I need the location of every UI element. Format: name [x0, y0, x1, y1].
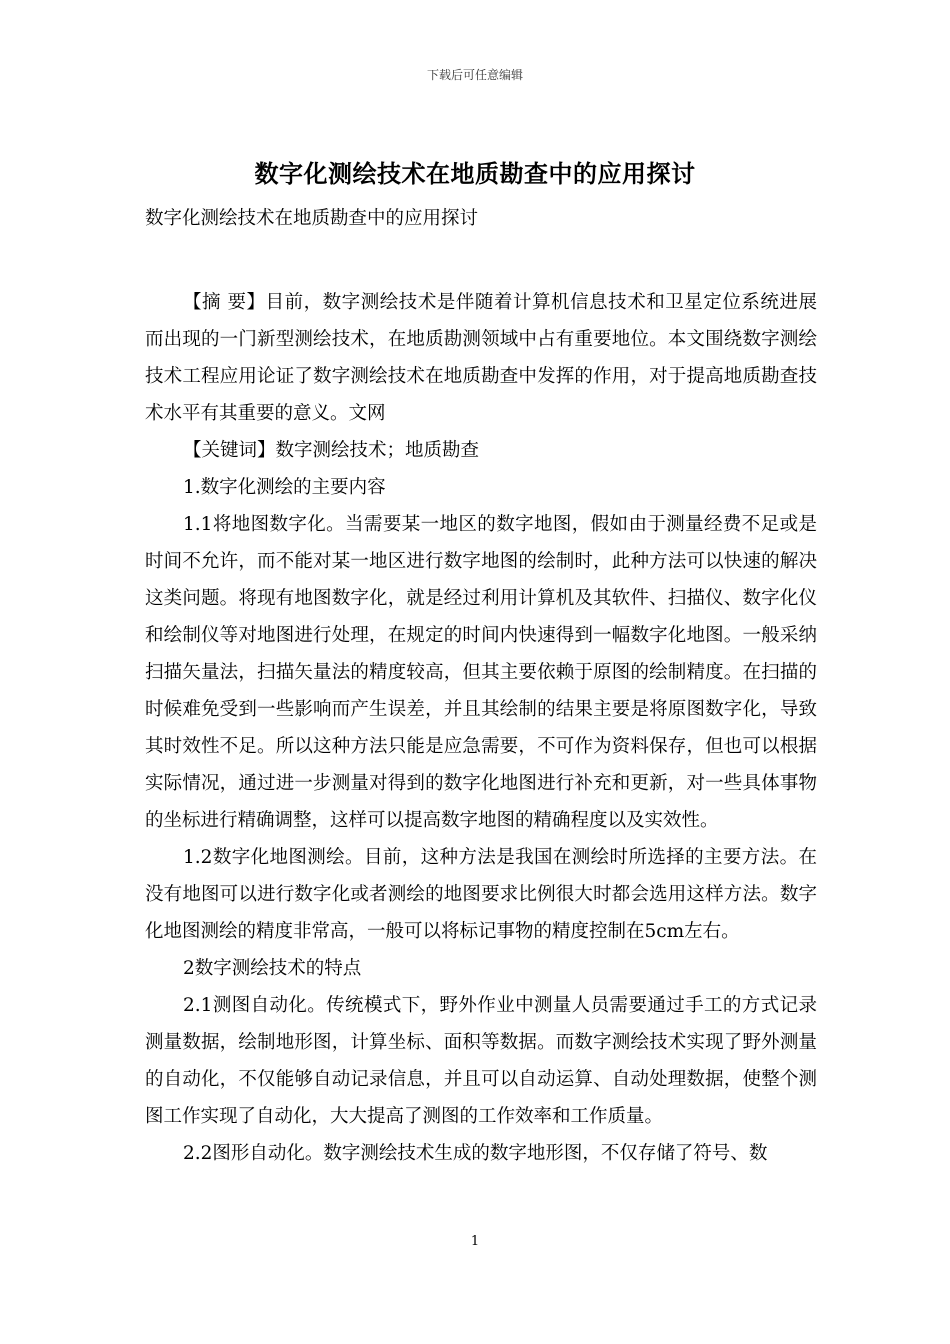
document-title: 数字化测绘技术在地质勘查中的应用探讨: [254, 159, 696, 188]
paragraph-1-1: 1.1将地图数字化。当需要某一地区的数字地图，假如由于测量经费不足或是时间不允许，而不能对某一地区进行数字地图的绘制时，此种方法可以快速的解决这类问题。将现有地图数字化，就是经过利用计算机及其软件、扫描仪、数字化仪和绘制仪等对地图进行处理，在规定的时间内快速得到一幅数字化地图。一般采纳扫描矢量法，扫描矢量法的精度较高，但其主要依赖于原图的绘制精度。在扫描的时候难免受到一些影响而产生误差，并且其绘制的结果主要是将原图数字化，导致其时效性不足。所以这种方法只能是应急需要，不可作为资料保存，但也可以根据实际情况，通过进一步测量对得到的数字化地图进行补充和更新，对一些具体事物的坐标进行精确调整，这样可以提高数字地图的精确程度以及实效性。: [145, 514, 817, 831]
paragraph-1-2: 1.2数字化地图测绘。目前，这种方法是我国在测绘时所选择的主要方法。在没有地图可以进行数字化或者测绘的地图要求比例很大时都会选用这样方法。数字化地图测绘的精度非常高，一般可以将标记事物的精度控制在5cm左右。: [145, 847, 817, 942]
page-number: 1: [470, 1234, 480, 1249]
keywords-paragraph: 【关键词】数字测绘技术；地质勘查: [183, 440, 480, 461]
header-note: 下载后可任意编辑: [426, 68, 523, 82]
section-heading-1: 1.数字化测绘的主要内容: [183, 477, 386, 498]
document-subtitle: 数字化测绘技术在地质勘查中的应用探讨: [145, 208, 479, 229]
document-body: [145, 200, 817, 1172]
section-heading-2: 2数字测绘技术的特点: [183, 958, 362, 979]
abstract-paragraph: 【摘 要】目前，数字测绘技术是伴随着计算机信息技术和卫星定位系统进展而出现的一门新型测绘技术，在地质勘测领域中占有重要地位。本文围绕数字测绘技术工程应用论证了数字测绘技术在地质勘查中发挥的作用，对于提高地质勘查技术水平有其重要的意义。文网: [145, 292, 817, 424]
paragraph-2-2: 2.2图形自动化。数字测绘技术生成的数字地形图，不仅存储了符号、数: [183, 1143, 768, 1164]
paragraph-2-1: 2.1测图自动化。传统模式下，野外作业中测量人员需要通过手工的方式记录测量数据，绘制地形图，计算坐标、面积等数据。而数字测绘技术实现了野外测量的自动化，不仅能够自动记录信息，并且可以自动运算、自动处理数据，使整个测图工作实现了自动化，大大提高了测图的工作效率和工作质量。: [145, 995, 817, 1127]
